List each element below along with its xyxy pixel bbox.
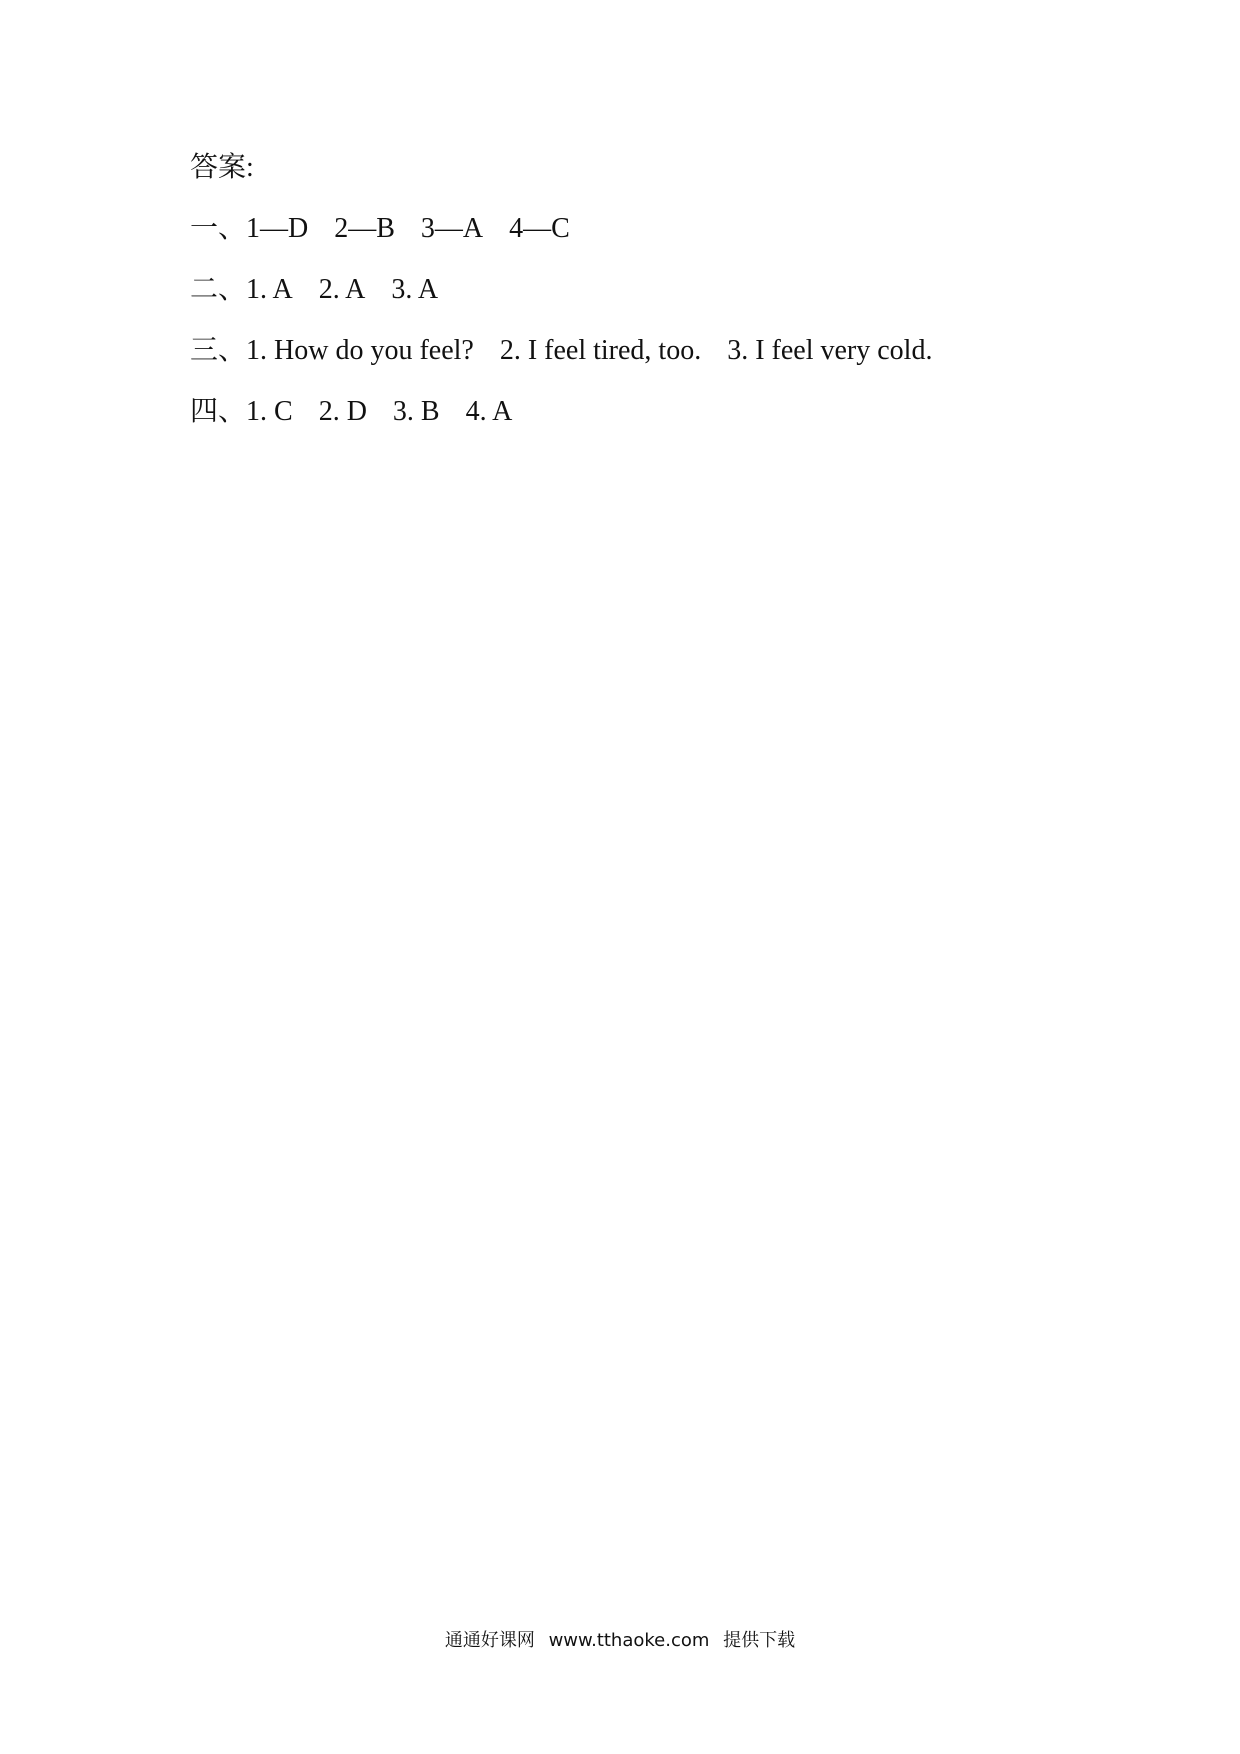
answer-item: 1. A — [246, 274, 293, 305]
footer-suffix: 提供下载 — [723, 1630, 796, 1651]
section-number: 四、 — [190, 396, 247, 427]
answer-item: 3. B — [392, 396, 440, 427]
answer-item: 2. I feel tired, too. — [499, 335, 702, 366]
answer-section-2 — [190, 270, 1190, 310]
answer-item: 1. C — [246, 396, 293, 427]
page-footer — [0, 1628, 1240, 1654]
answer-heading: 答案: — [190, 152, 254, 183]
answer-section-1 — [190, 209, 1190, 249]
answer-item: 2. D — [318, 396, 367, 427]
answer-item: 4. A — [465, 396, 513, 427]
answer-item: 3. A — [391, 274, 439, 305]
answer-section-3 — [190, 331, 1190, 371]
section-number: 一、 — [190, 213, 247, 244]
answer-key — [190, 148, 1190, 453]
footer-site-name: 通通好课网 — [444, 1630, 535, 1651]
answer-section-4 — [190, 392, 1190, 432]
answer-item: 2. A — [318, 274, 366, 305]
answer-item: 3. I feel very cold. — [727, 335, 933, 366]
answer-item: 4—C — [509, 213, 570, 244]
answer-item: 3—A — [420, 213, 484, 244]
footer-url: www.tthaoke.com — [548, 1630, 710, 1651]
answer-item: 1—D — [246, 213, 309, 244]
section-number: 二、 — [190, 274, 247, 305]
answer-item: 1. How do you feel? — [246, 335, 474, 366]
answer-item: 2—B — [334, 213, 395, 244]
section-number: 三、 — [190, 335, 247, 366]
